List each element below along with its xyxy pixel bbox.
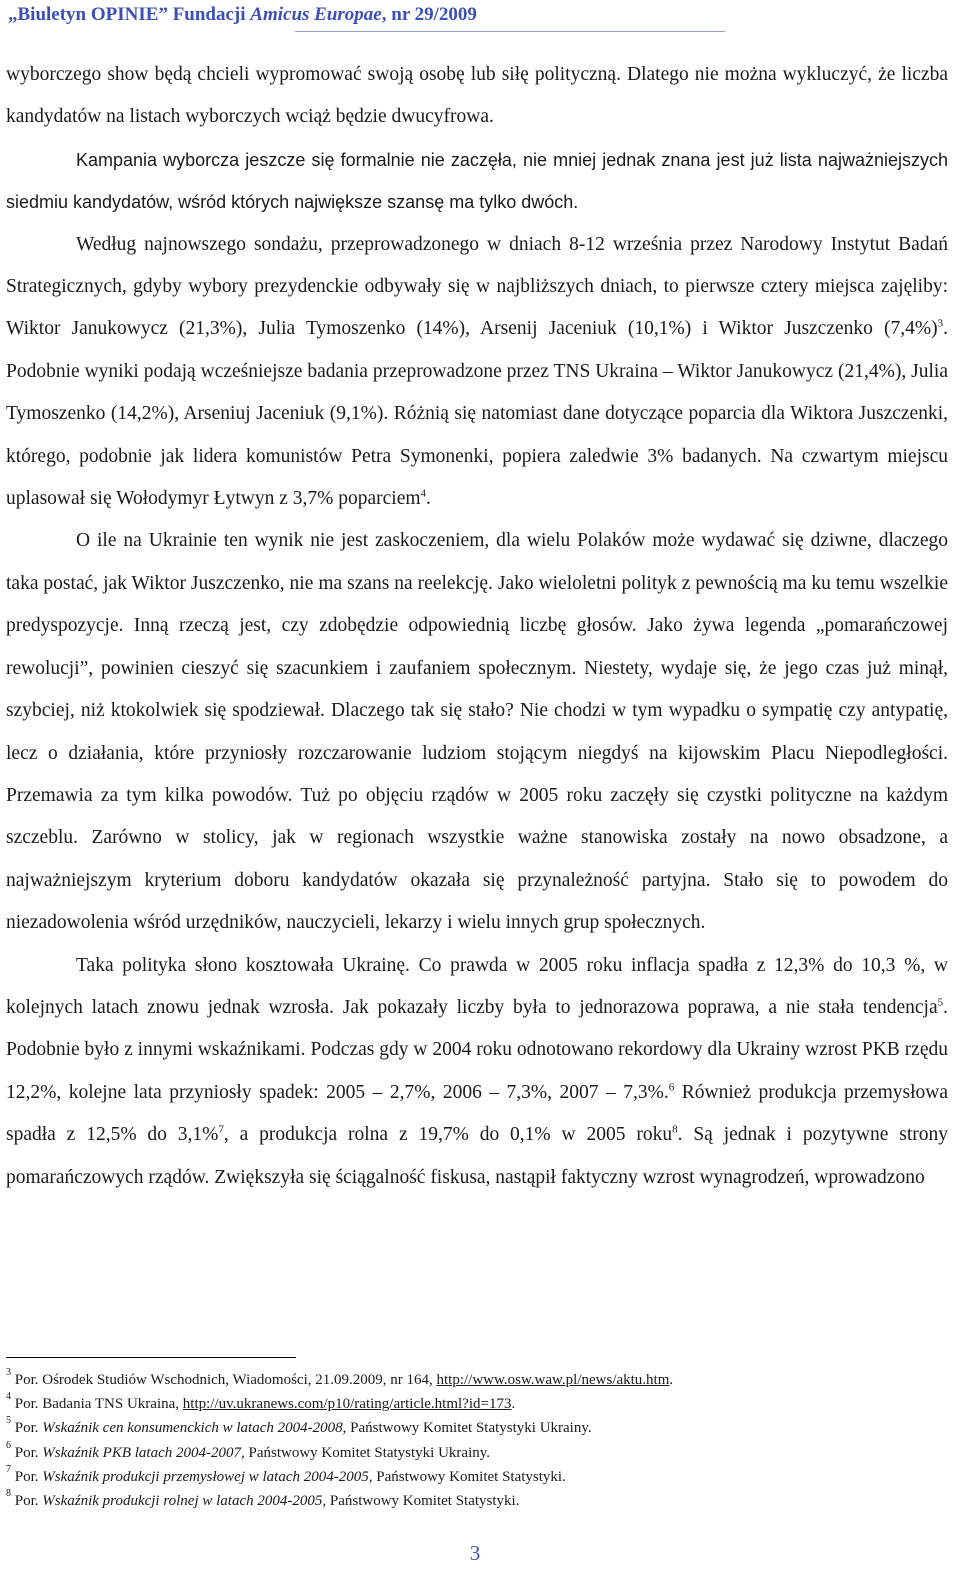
footnote-6 <box>6 1441 948 1465</box>
footnote-source-title: Wskaźnik cen konsumenckich w latach 2004-2008, <box>42 1420 347 1437</box>
footnote-text: Państwowy Komitet Statystyki. <box>326 1493 520 1510</box>
footnote-text: Por. <box>14 1444 43 1461</box>
footnote-number: 6 <box>6 1439 11 1451</box>
article-body <box>6 54 948 1199</box>
footnote-ref-5[interactable]: 5 <box>937 996 944 1009</box>
footnote-ref-3[interactable]: 3 <box>937 317 944 330</box>
footnote-link[interactable]: http://uv.ukranews.com/p10/rating/article.html?id=173 <box>182 1396 512 1413</box>
footnote-number: 3 <box>6 1367 11 1378</box>
paragraph-5-text: , a produkcja rolna z 19,7% do 0,1% w 2005 roku <box>223 1124 673 1146</box>
footnote-ref-8[interactable]: 8 <box>672 1123 678 1136</box>
footnote-4 <box>6 1392 948 1416</box>
footnote-text: Państwowy Komitet Statystyki. <box>372 1468 566 1485</box>
footnote-text: Por. <box>14 1420 43 1437</box>
footnotes <box>6 1368 948 1513</box>
header-issue: , nr 29/2009 <box>381 4 477 25</box>
footnote-separator <box>6 1357 296 1358</box>
footnote-link[interactable]: http://www.osw.waw.pl/news/aktu.htm <box>436 1372 670 1388</box>
footnote-number: 7 <box>6 1463 11 1475</box>
footnote-number: 4 <box>6 1391 11 1403</box>
footnote-text: Por. <box>14 1493 43 1510</box>
paragraph-3-text: . <box>426 488 431 510</box>
header-title: „Biuletyn OPINIE” Fundacji <box>8 4 251 25</box>
footnote-text: Państwowy Komitet Statystyki Ukrainy. <box>346 1420 592 1437</box>
footnote-ref-4[interactable]: 4 <box>420 487 427 500</box>
header-rule <box>295 31 725 32</box>
running-header <box>8 4 728 26</box>
paragraph-5-text: . Podobnie było z innymi wskaźnikami. Podczas gdy w 2004 roku odnotowano rekordowy dla Ukrainy wzrost PKB rzędu 12,2%, kolejne lata przyniosły spadek: 2005 – 2,7%, 2006 – 7,3%, 2007 – 7,3%. <box>6 996 948 1103</box>
footnote-number: 8 <box>6 1488 11 1500</box>
footnote-text: Państwowy Komitet Statystyki Ukrainy. <box>244 1444 491 1461</box>
paragraph-2: Kampania wyborcza jeszcze się formalnie nie zaczęła, nie mniej jednak znana jest już lista najważniejszych siedmiu kandydatów, wśród których największe szansę ma tylko dwóch. <box>6 149 948 213</box>
footnote-source-title: Wskaźnik PKB latach 2004-2007, <box>42 1444 245 1461</box>
footnote-number: 5 <box>6 1415 11 1427</box>
footnote-text: . <box>669 1372 674 1388</box>
footnote-ref-7[interactable]: 7 <box>218 1123 224 1136</box>
footnote-text: . <box>511 1396 516 1413</box>
paragraph-5-text: . Są jednak i pozytywne strony pomarańczowych rządów. Zwiększyła się ściągalność fiskusa, nastąpił faktyczny wzrost wynagrodzeń, wprowadzono <box>6 1124 948 1188</box>
paragraph-5 <box>6 945 948 1199</box>
paragraph-1: wyborczego show będą chcieli wypromować swoją osobę lub siłę polityczną. Dlatego nie można wykluczyć, że liczba kandydatów na listach wyborczych wciąż będzie dwucyfrowa. <box>6 64 948 128</box>
footnote-3 <box>6 1368 948 1392</box>
paragraph-5-text: Również produkcja przemysłowa spadła z 12,5% do 3,1% <box>6 1081 948 1146</box>
paragraph-4: O ile na Ukrainie ten wynik nie jest zaskoczeniem, dla wielu Polaków może wydawać się dziwne, dlaczego taka postać, jak Wiktor Juszczenko, nie ma szans na reelekcję. Jako wieloletni polityk z pewnością ma ku temu wszelkie predyspozycje. Inną rzeczą jest, czy zdobędzie odpowiednią liczbę głosów. Jako żywa legenda „pomarańczowej rewolucji”, powinien cieszyć się szacunkiem i zaufaniem społecznym. Niestety, wydaje się, że jego czas już minął, szybciej, niż ktokolwiek się spodziewał. Dlaczego tak się stało? Nie chodzi w tym wypadku o sympatię czy antypatię, lecz o działania, które przyniosły rozczarowanie ludziom stojącym niegdyś na kijowskim Placu Niepodległości. Przemawia za tym kilka powodów. Tuż po objęciu rządów w 2005 roku zaczęły się czystki polityczne na każdym szczeblu. Zarówno w stolicy, jak w regionach wszystkie ważne stanowiska zostały na nowo obsadzone, a najważniejszym kryterium doboru kandydatów okazała się przynależność partyjna. Stało się to powodem do niezadowolenia wśród urzędników, nauczycieli, lekarzy i wielu innych grup społecznych. <box>6 530 948 934</box>
page-number: 3 <box>469 1541 481 1565</box>
paragraph-3-text: . Podobnie wyniki podają wcześniejsze badania przeprowadzone przez TNS Ukraina – Wiktor Janukowycz (21,4%), Julia Tymoszenko (14,2%), Arseniuj Jaceniuk (9,1%). Różnią się natomiast dane dotyczące poparcia dla Wiktora Juszczenki, którego, podobnie jak lidera komunistów Petra Symonenki, popiera zaledwie 3% badanych. Na czwartym miejscu uplasował się Wołodymyr Łytwyn z 3,7% poparciem <box>6 318 948 510</box>
footnote-source-title: Wskaźnik produkcji rolnej w latach 2004-2005, <box>42 1493 327 1510</box>
paragraph-3 <box>6 224 948 521</box>
footnote-text: Por. <box>14 1468 43 1485</box>
footnote-text: Por. Ośrodek Studiów Wschodnich, Wiadomości, 21.09.2009, nr 164, <box>14 1372 437 1388</box>
footnote-5 <box>6 1416 948 1440</box>
footnote-source-title: Wskaźnik produkcji przemysłowej w latach 2004-2005, <box>42 1468 373 1485</box>
header-foundation-name: Amicus Europae <box>250 4 382 25</box>
footnote-text: Por. Badania TNS Ukraina, <box>14 1396 183 1413</box>
footnote-ref-6[interactable]: 6 <box>668 1081 675 1094</box>
paragraph-3-text: Według najnowszego sondażu, przeprowadzonego w dniach 8-12 września przez Narodowy Instytut Badań Strategicznych, gdyby wybory prezydenckie odbywały się w najbliższych dniach, to pierwsze cztery miejsca zajęliby: Wiktor Janukowycz (21,3%), Julia Tymoszenko (14%), Arsenij Jaceniuk (10,1%) i Wiktor Juszczenko (7,4%) <box>6 233 948 340</box>
footnote-7 <box>6 1465 948 1489</box>
paragraph-5-text: Taka polityka słono kosztowała Ukrainę. Co prawda w 2005 roku inflacja spadła z 12,3% do 10,3 %, w kolejnych latach znowu jednak wzrosła. Jak pokazały liczby była to jednorazowa poprawa, a nie stała tendencja <box>6 954 948 1018</box>
footnote-8 <box>6 1489 948 1513</box>
